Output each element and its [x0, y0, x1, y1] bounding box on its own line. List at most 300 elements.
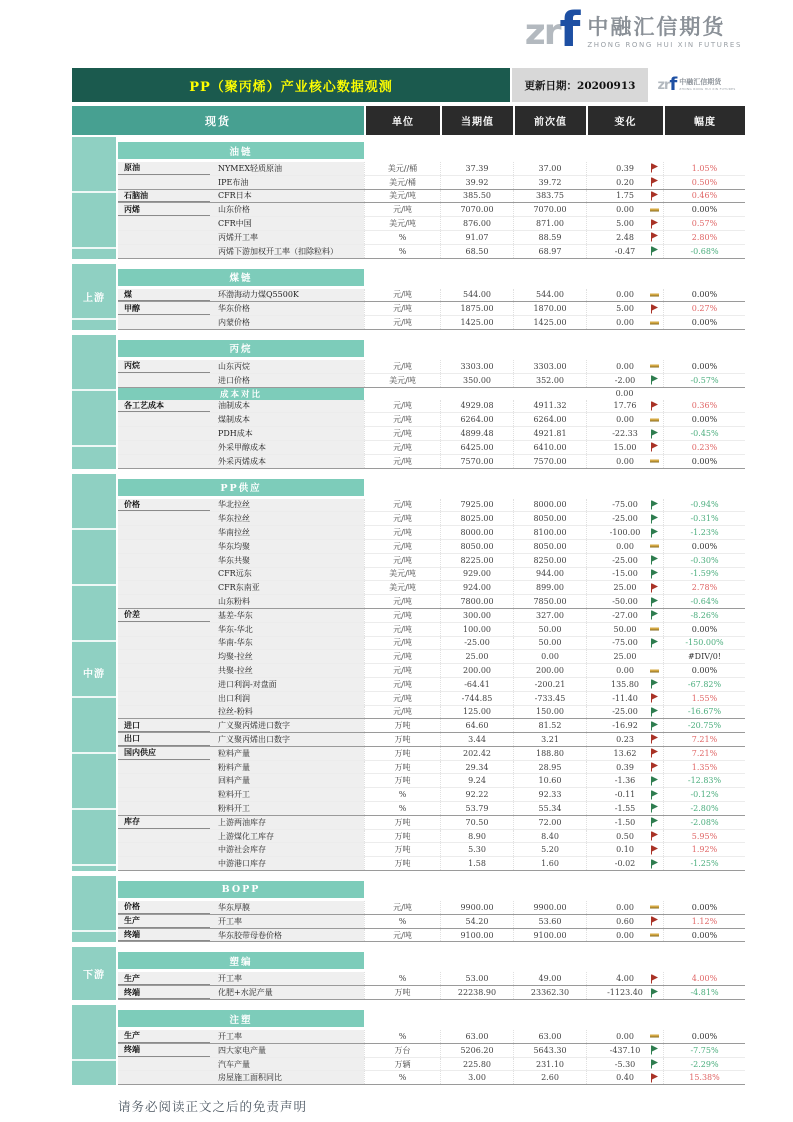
cell-change-value: 15.00	[586, 441, 663, 454]
section-header	[118, 947, 745, 972]
cell-row-label: 进口利润-对盘面	[210, 678, 364, 691]
cell-unit: 美元/吨	[364, 568, 440, 581]
table-row	[118, 499, 745, 513]
cell-pct-value: 0.00%	[663, 929, 745, 942]
table-row	[118, 650, 745, 664]
cell-previous-value: 944.00	[513, 568, 586, 581]
cell-row-label: 开工率	[210, 1030, 364, 1043]
cell-previous-value: 8100.00	[513, 526, 586, 539]
cell-row-label: 内蒙价格	[210, 316, 364, 329]
section-content	[118, 264, 745, 330]
section-title-bar: 塑编	[118, 952, 364, 969]
cell-current-value: 350.00	[440, 374, 513, 387]
cell-group-label: 终端	[118, 986, 210, 999]
cell-change-value: -1.36	[586, 774, 663, 787]
cell-row-label: 山东价格	[210, 203, 364, 216]
table-row	[118, 1071, 745, 1085]
cell-current-value: 200.00	[440, 664, 513, 677]
column-header-change: 变化	[586, 106, 663, 135]
cell-previous-value: 50.00	[513, 623, 586, 636]
cell-group-label: 煤	[118, 289, 210, 302]
cell-change-value: 0.20	[586, 176, 663, 189]
cell-current-value: 3.44	[440, 733, 513, 746]
section-content	[118, 947, 745, 1000]
stream-label: 上游	[83, 293, 105, 305]
cell-change-value: 4.00	[586, 972, 663, 985]
table-row	[118, 678, 745, 692]
cell-group-label	[118, 692, 210, 705]
mini-logo-text	[679, 79, 735, 91]
trend-flag-icon	[651, 219, 659, 228]
cell-pct-value: 0.57%	[663, 217, 745, 230]
cell-unit: 元/吨	[364, 929, 440, 942]
cell-pct-value: -2.80%	[663, 802, 745, 815]
cell-current-value: 6425.00	[440, 441, 513, 454]
cell-current-value: 9900.00	[440, 901, 513, 914]
cell-group-label	[118, 554, 210, 567]
cell-change-value: 0.00	[586, 1030, 663, 1043]
table-row	[118, 512, 745, 526]
cell-change-value: 0.00	[586, 929, 663, 942]
cell-row-label: 房屋施工面积同比	[210, 1071, 364, 1084]
cell-unit: 元/吨	[364, 706, 440, 719]
cell-unit: 元/吨	[364, 609, 440, 622]
trend-flag-icon	[651, 514, 659, 523]
cell-previous-value: 544.00	[513, 289, 586, 302]
cell-change-value: -1.50	[586, 816, 663, 829]
flat-dash-icon	[650, 934, 659, 937]
cell-group-label: 石脑油	[118, 190, 210, 203]
table-row	[118, 360, 745, 374]
cell-unit: 万吨	[364, 774, 440, 787]
table-row	[118, 706, 745, 720]
table-row	[118, 427, 745, 441]
column-header-previous: 前次值	[513, 106, 586, 135]
cell-unit: %	[364, 1030, 440, 1043]
cell-pct-value: 1.55%	[663, 692, 745, 705]
cell-group-label: 库存	[118, 816, 210, 829]
cell-unit: 元/吨	[364, 650, 440, 663]
cell-change-value: -50.00	[586, 595, 663, 608]
cell-change-value: -16.92	[586, 719, 663, 732]
trend-flag-icon	[651, 859, 659, 868]
cell-group-label	[118, 650, 210, 663]
cell-change-value: -0.47	[586, 245, 663, 258]
cell-current-value: 202.42	[440, 747, 513, 760]
table-row	[118, 316, 745, 330]
cell-pct-value: 0.00%	[663, 664, 745, 677]
cell-previous-value: 200.00	[513, 664, 586, 677]
cell-current-value: 54.20	[440, 915, 513, 928]
cell-group-label: 生产	[118, 972, 210, 985]
table-row	[118, 774, 745, 788]
cell-current-value: 225.80	[440, 1058, 513, 1071]
cell-unit: %	[364, 972, 440, 985]
cell-group-label	[118, 581, 210, 594]
cell-row-label: CFR日本	[210, 190, 364, 203]
cell-previous-value: 55.34	[513, 802, 586, 815]
cell-group-label	[118, 774, 210, 787]
cell-current-value: 4899.48	[440, 427, 513, 440]
cell-group-label	[118, 413, 210, 426]
trend-flag-icon	[651, 500, 659, 509]
cell-previous-value: 6264.00	[513, 413, 586, 426]
cell-unit: %	[364, 245, 440, 258]
cell-change-value: -437.10	[586, 1044, 663, 1057]
trend-flag-icon	[651, 974, 659, 983]
cell-group-label	[118, 843, 210, 856]
section-2	[72, 1005, 745, 1085]
trend-flag-icon	[651, 917, 659, 926]
column-header-unit: 单位	[364, 106, 440, 135]
cell-group-label: 甲醇	[118, 302, 210, 315]
cell-current-value: 22238.90	[440, 986, 513, 999]
section-0	[72, 474, 745, 872]
cell-row-label: 华东胶带母卷价格	[210, 929, 364, 942]
table-row	[118, 176, 745, 190]
table-row	[118, 245, 745, 259]
cell-previous-value: 68.97	[513, 245, 586, 258]
cell-pct-value: -0.12%	[663, 788, 745, 801]
cell-current-value: 3.00	[440, 1071, 513, 1084]
cell-row-label: 华东均聚	[210, 540, 364, 553]
cell-row-label: 华南-华东	[210, 637, 364, 650]
trend-flag-icon	[651, 583, 659, 592]
cell-row-label: 粉料开工	[210, 802, 364, 815]
cell-unit: 万吨	[364, 747, 440, 760]
cell-change-value: -1.55	[586, 802, 663, 815]
cell-unit: %	[364, 231, 440, 244]
cell-previous-value: 7850.00	[513, 595, 586, 608]
cell-previous-value: 53.60	[513, 915, 586, 928]
flat-dash-icon	[650, 321, 659, 324]
cell-previous-value: 7570.00	[513, 455, 586, 468]
logo-company-name-cn: 中融汇信期货	[587, 15, 726, 40]
table-row	[118, 595, 745, 609]
stream-band	[72, 137, 116, 259]
table-row	[118, 581, 745, 595]
cell-unit: 元/吨	[364, 499, 440, 512]
cell-change-value: -25.00	[586, 554, 663, 567]
cell-unit: 元/吨	[364, 413, 440, 426]
cell-change-value: 17.76	[586, 400, 663, 413]
table-row	[118, 761, 745, 775]
cell-change-value: -0.02	[586, 857, 663, 870]
table-row	[118, 637, 745, 651]
cell-current-value: 25.00	[440, 650, 513, 663]
section-header	[118, 335, 745, 360]
table-header-row	[72, 106, 745, 135]
table-row	[118, 986, 745, 1000]
cell-group-label: 价格	[118, 499, 210, 512]
section-content	[118, 335, 745, 469]
cell-previous-value: 4911.32	[513, 400, 586, 413]
cell-group-label: 原油	[118, 162, 210, 175]
trend-flag-icon	[651, 735, 659, 744]
table-row	[118, 857, 745, 871]
table-row	[118, 733, 745, 747]
section-header	[118, 264, 745, 289]
table-row	[118, 568, 745, 582]
cell-current-value: 1875.00	[440, 302, 513, 315]
cell-previous-value: 8.40	[513, 830, 586, 843]
cell-previous-value: 383.75	[513, 190, 586, 203]
cell-previous-value: 150.00	[513, 706, 586, 719]
cell-group-label	[118, 512, 210, 525]
cell-unit: 元/吨	[364, 441, 440, 454]
cell-previous-value: 9100.00	[513, 929, 586, 942]
report-content	[72, 68, 745, 1115]
cell-change-value: -25.00	[586, 512, 663, 525]
cell-change-value: 0.39	[586, 162, 663, 175]
cell-change-value: 0.00	[586, 413, 663, 426]
cell-previous-value: 6410.00	[513, 441, 586, 454]
table-row	[118, 915, 745, 929]
cell-pct-value: 0.27%	[663, 302, 745, 315]
mini-logo-name-cn: 中融汇信期货	[679, 78, 722, 86]
trend-flag-icon	[651, 749, 659, 758]
section-title-bar: BOPP	[118, 881, 364, 898]
cell-current-value: 8.90	[440, 830, 513, 843]
cell-unit: 万吨	[364, 830, 440, 843]
cell-pct-value: 5.95%	[663, 830, 745, 843]
cell-previous-value: 871.00	[513, 217, 586, 230]
cell-pct-value: 2.78%	[663, 581, 745, 594]
cell-previous-value: 3303.00	[513, 360, 586, 373]
cell-row-label: 汽车产量	[210, 1058, 364, 1071]
table-body	[72, 137, 745, 1085]
cell-group-label: 生产	[118, 915, 210, 928]
cell-unit: 万台	[364, 1044, 440, 1057]
cell-change-value: 0.23	[586, 733, 663, 746]
cell-pct-value: -0.57%	[663, 374, 745, 387]
trend-flag-icon	[651, 1060, 659, 1069]
cell-change-value: -0.11	[586, 788, 663, 801]
cell-group-label	[118, 217, 210, 230]
cell-change-value: 0.00	[586, 203, 663, 216]
table-row	[118, 816, 745, 830]
cell-pct-value: -67.82%	[663, 678, 745, 691]
cell-previous-value: 899.00	[513, 581, 586, 594]
section-0	[72, 137, 745, 259]
table-row	[118, 400, 745, 414]
table-row	[118, 929, 745, 943]
cell-current-value: 7925.00	[440, 499, 513, 512]
stream-band	[72, 876, 116, 942]
cell-pct-value: -7.75%	[663, 1044, 745, 1057]
trend-flag-icon	[651, 528, 659, 537]
cell-pct-value: -4.81%	[663, 986, 745, 999]
company-logo	[524, 2, 742, 58]
cell-unit: 元/吨	[364, 664, 440, 677]
trend-flag-icon	[651, 443, 659, 452]
cell-previous-value: 8050.00	[513, 512, 586, 525]
trend-flag-icon	[651, 988, 659, 997]
cell-previous-value: 50.00	[513, 637, 586, 650]
cell-change-value: -2.00	[586, 374, 663, 387]
cell-group-label	[118, 788, 210, 801]
cell-current-value: -64.41	[440, 678, 513, 691]
cell-row-label: 华北拉丝	[210, 499, 364, 512]
cell-pct-value: 1.35%	[663, 761, 745, 774]
cell-change-value: 0.60	[586, 915, 663, 928]
cell-change-value: -25.00	[586, 706, 663, 719]
cell-group-label	[118, 455, 210, 468]
section-1	[72, 947, 745, 1000]
cell-row-label: 上游两油库存	[210, 816, 364, 829]
cell-change-value: -75.00	[586, 637, 663, 650]
cell-current-value: 9100.00	[440, 929, 513, 942]
cell-row-label: 中游社会库存	[210, 843, 364, 856]
cell-pct-value: -2.29%	[663, 1058, 745, 1071]
cell-pct-value: 1.92%	[663, 843, 745, 856]
cell-change-value: 0.10	[586, 843, 663, 856]
cell-unit: 美元/桶	[364, 176, 440, 189]
trend-flag-icon	[651, 694, 659, 703]
table-row	[118, 413, 745, 427]
cell-previous-value: -200.21	[513, 678, 586, 691]
cell-pct-value: -0.64%	[663, 595, 745, 608]
cell-previous-value: 28.95	[513, 761, 586, 774]
cell-current-value: 924.00	[440, 581, 513, 594]
cell-previous-value: 49.00	[513, 972, 586, 985]
cell-unit: %	[364, 788, 440, 801]
cell-pct-value: 7.21%	[663, 733, 745, 746]
stream-band	[72, 335, 116, 469]
trend-flag-icon	[651, 790, 659, 799]
mini-logo-f-mark: f	[669, 73, 678, 95]
trend-flag-icon	[651, 1046, 659, 1055]
cell-group-label	[118, 678, 210, 691]
cell-pct-value: -0.30%	[663, 554, 745, 567]
cell-unit: 元/吨	[364, 289, 440, 302]
cell-group-label: 国内供应	[118, 747, 210, 760]
cell-pct-value: -1.23%	[663, 526, 745, 539]
cell-unit: 元/吨	[364, 302, 440, 315]
cell-previous-value: 0.00	[513, 650, 586, 663]
mini-logo	[648, 68, 745, 102]
table-row	[118, 231, 745, 245]
trend-flag-icon	[651, 556, 659, 565]
cell-current-value: 100.00	[440, 623, 513, 636]
cell-row-label: 出口利润	[210, 692, 364, 705]
cell-current-value: -744.85	[440, 692, 513, 705]
cell-previous-value: 327.00	[513, 609, 586, 622]
cell-unit: 美元/吨	[364, 190, 440, 203]
cell-unit: 元/吨	[364, 316, 440, 329]
cell-group-label	[118, 802, 210, 815]
cell-current-value: 9.24	[440, 774, 513, 787]
cell-current-value: 37.39	[440, 162, 513, 175]
cell-change-value: -5.30	[586, 1058, 663, 1071]
cell-change-value: 0.00	[586, 540, 663, 553]
cell-current-value: 1.58	[440, 857, 513, 870]
cell-pct-value: #DIV/0!	[663, 650, 745, 663]
title-bar	[72, 68, 745, 102]
cell-group-label	[118, 176, 210, 189]
cell-current-value: 70.50	[440, 816, 513, 829]
stream-block-2	[72, 876, 745, 1085]
cell-row-label: 进口价格	[210, 374, 364, 387]
cell-pct-value: 15.38%	[663, 1071, 745, 1084]
cell-unit: 元/吨	[364, 526, 440, 539]
stream-band	[72, 1005, 116, 1085]
cell-change-value: 13.62	[586, 747, 663, 760]
cell-current-value: 7570.00	[440, 455, 513, 468]
section-1	[72, 264, 745, 330]
table-row	[118, 526, 745, 540]
cell-unit: 元/吨	[364, 203, 440, 216]
cell-unit: 万吨	[364, 816, 440, 829]
table-row	[118, 1030, 745, 1044]
cell-previous-value: 188.80	[513, 747, 586, 760]
cell-row-label: 基差-华东	[210, 609, 364, 622]
table-row	[118, 719, 745, 733]
cell-row-label: 共聚-拉丝	[210, 664, 364, 677]
cell-row-label: 化肥+水泥产量	[210, 986, 364, 999]
cell-pct-value: -2.08%	[663, 816, 745, 829]
cell-group-label	[118, 540, 210, 553]
cell-group-label: 价格	[118, 901, 210, 914]
column-header-current: 当期值	[440, 106, 513, 135]
cell-pct-value: 0.00%	[663, 623, 745, 636]
section-content	[118, 1005, 745, 1085]
stream-block-0	[72, 137, 745, 469]
cell-current-value: -25.00	[440, 637, 513, 650]
cell-current-value: 63.00	[440, 1030, 513, 1043]
cell-pct-value: 0.50%	[663, 176, 745, 189]
cell-row-label: 开工率	[210, 915, 364, 928]
logo-zr-mark: zr	[524, 12, 560, 54]
cell-pct-value: 0.00%	[663, 455, 745, 468]
cell-current-value: 64.60	[440, 719, 513, 732]
cell-unit: 元/吨	[364, 360, 440, 373]
section-header	[118, 1005, 745, 1030]
trend-flag-icon	[651, 1073, 659, 1082]
cell-change-value: 0.50	[586, 830, 663, 843]
cell-pct-value: -0.68%	[663, 245, 745, 258]
trend-flag-icon	[651, 164, 659, 173]
cell-row-label: 中游港口库存	[210, 857, 364, 870]
table-row	[118, 289, 745, 303]
cell-pct-value: -12.83%	[663, 774, 745, 787]
cell-group-label: 丙烷	[118, 360, 210, 373]
cell-current-value: 7800.00	[440, 595, 513, 608]
cell-unit: 美元/吨	[364, 374, 440, 387]
section-header	[118, 137, 745, 162]
cell-group-label	[118, 830, 210, 843]
cell-unit: 元/吨	[364, 595, 440, 608]
cell-group-label: 进口	[118, 719, 210, 732]
cell-pct-value: 7.21%	[663, 747, 745, 760]
cell-pct-value: 0.00%	[663, 360, 745, 373]
cell-previous-value: 2.60	[513, 1071, 586, 1084]
cell-change-value: -1123.40	[586, 986, 663, 999]
trend-flag-icon	[651, 611, 659, 620]
table-row	[118, 162, 745, 176]
cell-current-value: 5206.20	[440, 1044, 513, 1057]
cell-pct-value: 0.00%	[663, 901, 745, 914]
cell-group-label	[118, 623, 210, 636]
cell-row-label: 丙烯开工率	[210, 231, 364, 244]
stream-band	[72, 947, 116, 1000]
cell-current-value: 544.00	[440, 289, 513, 302]
cell-change-value: 50.00	[586, 623, 663, 636]
cell-current-value: 1425.00	[440, 316, 513, 329]
trend-flag-icon	[651, 721, 659, 730]
trend-flag-icon	[651, 304, 659, 313]
cell-current-value: 91.07	[440, 231, 513, 244]
